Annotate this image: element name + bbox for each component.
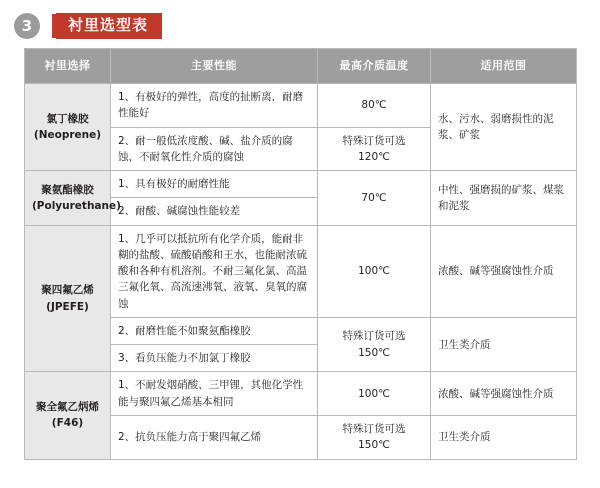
page-header: [0, 0, 600, 42]
cell-scope: 卫生类介质: [431, 317, 577, 372]
column-header-temperature: 最高介质温度: [318, 49, 431, 84]
cell-scope: 浓酸、碱等强腐蚀性介质: [431, 372, 577, 416]
cell-scope: 中性、强磨损的矿浆、煤浆和泥浆: [431, 171, 577, 226]
cell-lining: 聚全氟乙炳烯 (F46): [25, 372, 111, 459]
title-wrap: [52, 13, 162, 39]
cell-lining: 聚氨酯橡胶 (Polyurethane): [25, 171, 111, 226]
step-badge: 3: [14, 13, 40, 39]
column-header-performance: 主要性能: [111, 49, 318, 84]
cell-lining: 聚四氟乙烯 (JPEFE): [25, 225, 111, 372]
cell-performance: 1、几乎可以抵抗所有化学介质，能耐非糊的盐酸、硫酸硝酸和王水，也能耐浓硫酸和各种有机溶剂。不耐三氟化氯、高温三氟化氧、高流速沸氧、液氧、臭氧的腐蚀: [111, 225, 318, 317]
cell-temperature: 100℃: [318, 225, 431, 317]
table-wrap: [0, 42, 600, 460]
cell-scope: 浓酸、碱等强腐蚀性介质: [431, 225, 577, 317]
column-header-lining: 衬里选择: [25, 49, 111, 84]
lining-selection-table: [24, 48, 577, 460]
cell-scope: 水、污水、弱磨损性的泥浆、矿浆: [431, 84, 577, 171]
cell-lining: 氯丁橡胶 (Neoprene): [25, 84, 111, 171]
cell-temperature: 80℃: [318, 84, 431, 128]
table-header: [25, 49, 577, 84]
cell-performance: 2、耐酸、碱腐蚀性能较差: [111, 198, 318, 225]
table-row: [25, 171, 577, 198]
cell-performance: 1、具有极好的耐磨性能: [111, 171, 318, 198]
page-title: 衬里选型表: [56, 13, 162, 39]
cell-temperature: 特殊订货可选 120℃: [318, 127, 431, 171]
cell-temperature: 100℃: [318, 372, 431, 416]
table-body: [25, 84, 577, 460]
cell-performance: 1、有极好的弹性，高度的扯断离，耐磨性能好: [111, 84, 318, 128]
table-row: [25, 225, 577, 317]
cell-temperature: 特殊订货可选 150℃: [318, 317, 431, 372]
table-header-row: [25, 49, 577, 84]
column-header-scope: 适用范围: [431, 49, 577, 84]
cell-temperature: 特殊订货可选 150℃: [318, 415, 431, 459]
cell-performance: 1、不耐发烟硝酸、三甲锂，其他化学性能与聚四氟乙烯基本相同: [111, 372, 318, 416]
table-row: [25, 84, 577, 128]
cell-temperature: 70℃: [318, 171, 431, 226]
cell-performance: 2、耐磨性能不如聚氨酯橡胶: [111, 317, 318, 344]
cell-scope: 卫生类介质: [431, 415, 577, 459]
cell-performance: 3、看负压能力不加氯丁橡胶: [111, 345, 318, 372]
cell-performance: 2、抗负压能力高于聚四氟乙烯: [111, 415, 318, 459]
table-row: [25, 372, 577, 416]
cell-performance: 2、耐一般低浓度酸、碱、盐介质的腐蚀，不耐氧化性介质的腐蚀: [111, 127, 318, 171]
